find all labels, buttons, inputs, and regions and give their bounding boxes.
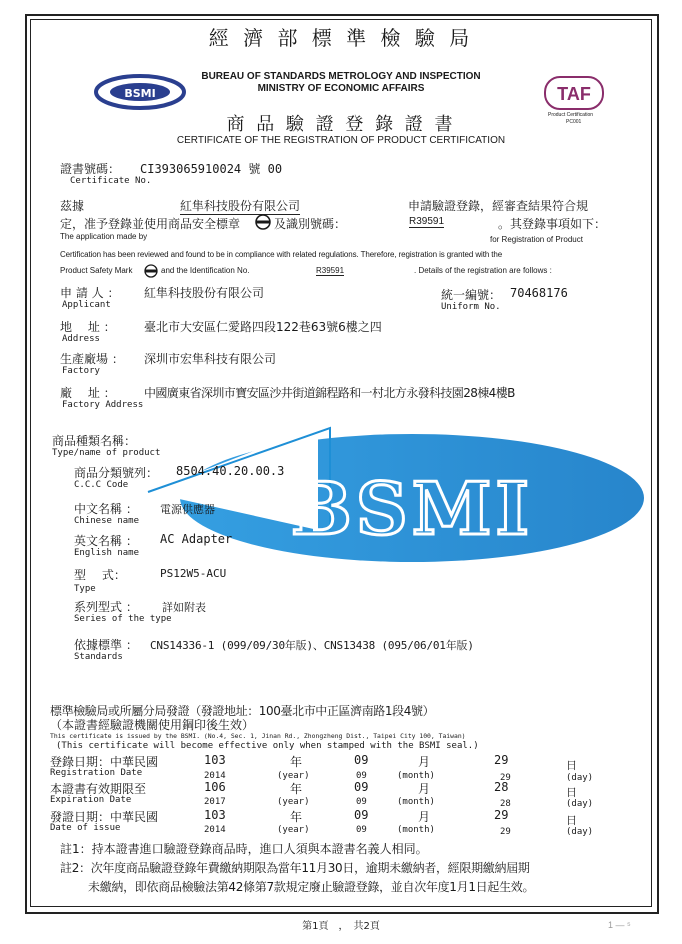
intro-en-3a: Product Safety Mark [60, 266, 133, 275]
factory-address-label: 廠 址 ： [60, 386, 116, 400]
certificate-no-label: 證書號碼： [60, 162, 121, 176]
svg-text:TAF: TAF [557, 84, 591, 104]
date-month-ad: 09 [356, 825, 367, 835]
year-unit: 年 [290, 810, 303, 824]
taf-subtitle: Product Certification [548, 112, 594, 118]
factory-label-en: Factory [62, 366, 100, 376]
day-unit: 日 [566, 759, 577, 772]
note-2-line-2: 未繳納，即依商品檢驗法第42條第7款規定廢止驗證登錄，並自次年度1月1日起生效。 [88, 880, 535, 894]
certificate-no-label-en: Certificate No. [70, 176, 152, 186]
intro-en-3b: and the Identification No. [161, 266, 250, 275]
standards-label-en: Standards [74, 652, 123, 662]
certificate-title-cn: 商 品 驗 證 登 錄 證 書 [226, 114, 456, 135]
month-unit: 月 [418, 755, 431, 769]
month-unit: 月 [418, 782, 431, 796]
page-indicator: 第1頁 ， 共2頁 [302, 921, 380, 932]
type-value: PS12W5-ACU [160, 567, 227, 580]
intro-id-no: R39591 [409, 216, 445, 227]
intro-line2-a: 定，准予登錄並使用商品安全標章 [60, 217, 241, 231]
certificate-no-value: CI393065910024 號 00 [140, 162, 283, 176]
date-month: 09 [354, 753, 369, 767]
chinese-name-label: 中文名稱 ： [74, 502, 138, 516]
issuer-en-2: (This certificate will become effective only when stamped with the BSMI seal.) [56, 741, 479, 751]
intro-prefix: 茲據 [60, 199, 85, 213]
date-month-ad: 09 [356, 797, 367, 807]
date-month: 09 [354, 780, 369, 794]
date-year-roc: 103 [204, 753, 226, 767]
intro-en-3c: R39591 [316, 266, 345, 275]
note-1: 註1：持本證書進口驗證登錄商品時，進口人須與本證書名義人相同。 [60, 842, 428, 856]
date-day: 29 [494, 753, 509, 767]
ccc-code-label: 商品分類號列： [74, 466, 159, 480]
date-year-ad: 2017 [204, 797, 226, 807]
note-2-line-1: 註2：次年度商品驗證登錄年費繳納期限為當年11月30日，逾期未繳納者，經限期繳納屆期 [60, 861, 530, 875]
year-unit-en: (year) [277, 771, 310, 781]
uniform-no-value: 70468176 [510, 286, 568, 300]
certificate-title-en: CERTIFICATE OF THE REGISTRATION OF PRODUCT CERTIFICATION [176, 135, 506, 146]
factory-address-value: 中國廣東省深圳市寶安區沙井街道錦程路和一村北方永發科技園28棟4樓B [144, 386, 515, 400]
intro-en-2: Certification has been reviewed and found to be in compliance with related regulations. Therefore, registration is granted with the [60, 250, 503, 259]
taf-code: PC001 [566, 119, 582, 125]
date-day: 28 [494, 780, 509, 794]
address-label: 地 址 ： [60, 320, 116, 334]
issuer-line-1: 標準檢驗局或所屬分局發證（發證地址：100臺北市中正區濟南路1段4號） [50, 704, 435, 718]
year-unit: 年 [290, 782, 303, 796]
ministry-title-en-2: MINISTRY OF ECONOMIC AFFAIRS [257, 83, 425, 94]
applicant-label: 申 請 人 ： [60, 286, 120, 300]
issuer-line-2: （本證書經驗證機關使用鋼印後生效） [50, 718, 255, 732]
ministry-title-en-1: BUREAU OF STANDARDS METROLOGY AND INSPECTION [201, 71, 481, 82]
date-year-roc: 103 [204, 808, 226, 822]
english-name-label-en: English name [74, 548, 140, 558]
factory-address-label-en: Factory Address [62, 400, 144, 410]
date-label: 登錄日期：中華民國 [50, 755, 159, 769]
series-value: 詳如附表 [162, 601, 206, 614]
date-label: 本證書有效期限至 [50, 782, 147, 796]
chinese-name-value: 電源供應器 [160, 503, 215, 516]
applicant-value: 紅隼科技股份有限公司 [144, 286, 265, 300]
issuer-en-1: This certificate is issued by the BSMI. (No.4, Sec. 1, Jinan Rd., Zhongzheng Dist., Taipei City 100, Taiwan) [50, 732, 466, 740]
standards-value: CNS14336-1 (099/09/30年版)、CNS13438 (095/06/01年版) [150, 639, 474, 652]
chinese-name-label-en: Chinese name [74, 516, 140, 526]
date-label-en: Expiration Date [50, 795, 132, 805]
intro-line2-b: 及識別號碼： [274, 217, 347, 231]
date-label-en: Date of issue [50, 823, 121, 833]
standards-label: 依據標準 ： [74, 638, 138, 652]
date-day-ad: 29 [500, 827, 511, 837]
safety-mark-icon [255, 214, 271, 230]
type-label-en: Type [74, 584, 96, 594]
uniform-no-label-en: Uniform No. [441, 302, 501, 312]
date-label-en: Registration Date [50, 768, 143, 778]
series-label-en: Series of the type [74, 614, 172, 624]
date-year-roc: 106 [204, 780, 226, 794]
ministry-title-cn: 經 濟 部 標 準 檢 驗 局 [208, 26, 474, 50]
day-unit-en: (day) [566, 799, 594, 809]
date-month-ad: 09 [356, 771, 367, 781]
product-type-label-en: Type/name of product [52, 448, 161, 458]
day-unit-en: (day) [566, 773, 594, 783]
date-day-ad: 28 [500, 799, 511, 809]
uniform-no-label: 統一編號： [441, 288, 502, 302]
ccc-code-label-en: C.C.C Code [74, 480, 129, 490]
watermark-text: BSMI [290, 466, 534, 551]
intro-en-3d: . Details of the registration are follows : [414, 266, 552, 275]
address-label-en: Address [62, 334, 100, 344]
date-day-ad: 29 [500, 773, 511, 783]
product-type-label: 商品種類名稱： [52, 434, 137, 448]
intro-line1-suffix: 申請驗證登錄，經審查結果符合規 [408, 199, 589, 213]
corner-mark: 1 — ⁵ [608, 920, 631, 930]
day-unit-en: (day) [566, 827, 594, 837]
factory-value: 深圳市宏隼科技有限公司 [144, 352, 277, 366]
intro-company: 紅隼科技股份有限公司 [180, 199, 301, 213]
series-label: 系列型式 ： [74, 600, 138, 614]
svg-text:BSMI: BSMI [124, 87, 156, 100]
intro-en-1b: for Registration of Product [490, 235, 583, 244]
intro-en-1: The application made by [60, 232, 148, 241]
month-unit-en: (month) [397, 771, 435, 781]
factory-label: 生產廠場 ： [60, 352, 124, 366]
address-value: 臺北市大安區仁愛路四段122巷63號6樓之四 [144, 320, 382, 334]
year-unit-en: (year) [277, 825, 310, 835]
day-unit: 日 [566, 786, 577, 799]
english-name-label: 英文名稱 ： [74, 534, 138, 548]
date-day: 29 [494, 808, 509, 822]
year-unit: 年 [290, 755, 303, 769]
ccc-code-value: 8504.40.20.00.3 [176, 464, 285, 478]
type-label: 型 式： [74, 568, 126, 582]
applicant-label-en: Applicant [62, 300, 111, 310]
month-unit-en: (month) [397, 797, 435, 807]
date-year-ad: 2014 [204, 771, 226, 781]
date-year-ad: 2014 [204, 825, 226, 835]
date-month: 09 [354, 808, 369, 822]
day-unit: 日 [566, 814, 577, 827]
date-label: 發證日期：中華民國 [50, 810, 159, 824]
intro-line2-c: 。其登錄事項如下： [498, 217, 607, 231]
year-unit-en: (year) [277, 797, 310, 807]
safety-mark-icon-en [144, 264, 158, 278]
month-unit: 月 [418, 810, 431, 824]
month-unit-en: (month) [397, 825, 435, 835]
english-name-value: AC Adapter [160, 532, 233, 546]
